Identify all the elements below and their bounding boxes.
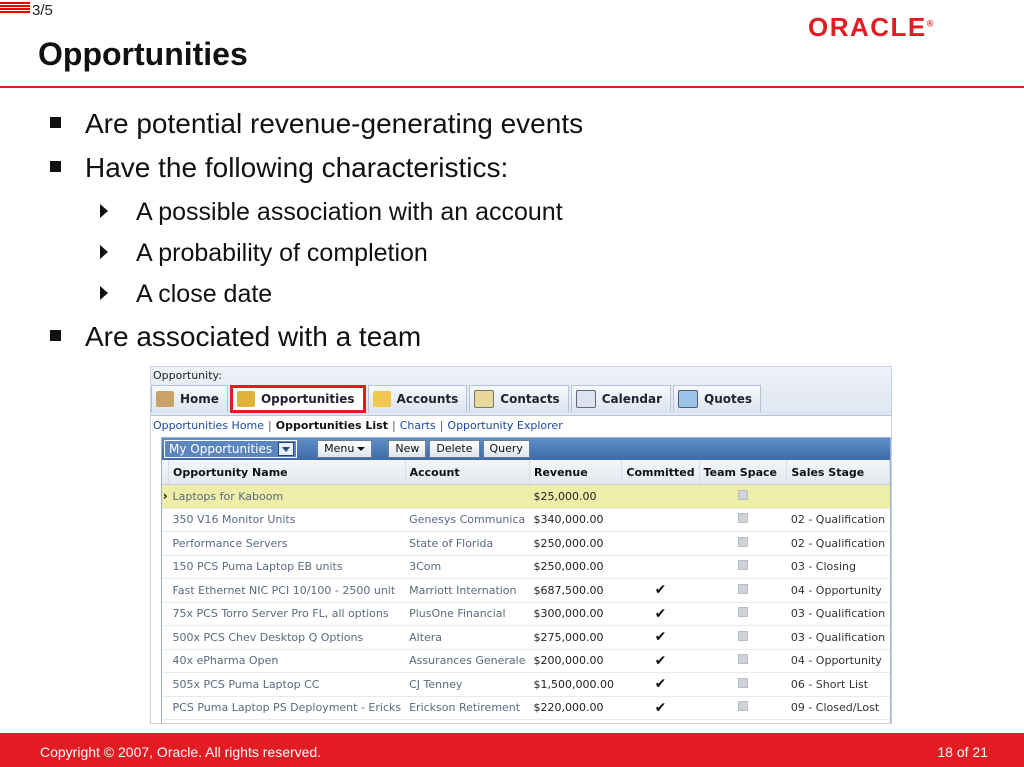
cell-opportunity-name: 350 V16 Monitor Units bbox=[169, 508, 406, 532]
cell-revenue: $220,000.00 bbox=[529, 696, 621, 720]
quote-icon bbox=[678, 390, 698, 408]
committed-check-icon bbox=[622, 508, 699, 532]
cell-account bbox=[405, 485, 529, 509]
cell-revenue: $300,000.00 bbox=[529, 602, 621, 626]
link-opportunity-explorer[interactable]: Opportunity Explorer bbox=[447, 419, 563, 432]
cell-account: Erickson Retirement bbox=[405, 696, 529, 720]
cell-opportunity-name: Laptops for Kaboom bbox=[169, 485, 406, 509]
oracle-logo: ORACLE® bbox=[808, 12, 935, 42]
list-toolbar bbox=[162, 438, 890, 460]
sub-navigation: Opportunities Home | Opportunities List | Charts | Opportunity Explorer bbox=[153, 419, 563, 432]
team-space-checkbox[interactable] bbox=[699, 532, 787, 556]
cell-account: 3Com bbox=[405, 555, 529, 579]
table-row[interactable] bbox=[162, 579, 890, 603]
column-header-name[interactable]: Opportunity Name bbox=[169, 460, 406, 485]
column-header-committed[interactable]: Committed bbox=[622, 460, 699, 485]
delete-button[interactable]: Delete bbox=[429, 440, 479, 458]
calendar-icon bbox=[576, 390, 596, 408]
team-space-checkbox[interactable] bbox=[699, 508, 787, 532]
link-charts[interactable]: Charts bbox=[399, 419, 436, 432]
committed-check-icon: ✔ bbox=[622, 626, 699, 650]
team-space-checkbox[interactable] bbox=[699, 579, 787, 603]
contact-card-icon bbox=[474, 390, 494, 408]
cell-revenue: $687,500.00 bbox=[529, 579, 621, 603]
sub-bullet-item: A possible association with an account bbox=[100, 198, 563, 227]
team-space-checkbox[interactable] bbox=[699, 696, 787, 720]
folder-icon bbox=[373, 391, 391, 407]
cell-account: CJ Tenney bbox=[405, 673, 529, 697]
cell-sales-stage bbox=[787, 485, 890, 509]
square-bullet-icon bbox=[50, 161, 61, 172]
cell-account: State of Florida bbox=[405, 532, 529, 556]
row-pointer-icon: › bbox=[162, 485, 169, 509]
slide-counter: 3/5 bbox=[32, 2, 53, 19]
cell-sales-stage: 06 - Short List bbox=[787, 673, 890, 697]
cell-revenue: $250,000.00 bbox=[529, 555, 621, 579]
cell-account: PlusOne Financial bbox=[405, 602, 529, 626]
cell-sales-stage: 04 - Opportunity bbox=[787, 579, 890, 603]
cell-opportunity-name: 500x PCS Chev Desktop Q Options bbox=[169, 626, 406, 650]
team-space-checkbox[interactable] bbox=[699, 626, 787, 650]
cell-sales-stage: 09 - Closed/Lost bbox=[787, 696, 890, 720]
column-header-sales-stage[interactable]: Sales Stage bbox=[787, 460, 890, 485]
header-stripes bbox=[0, 2, 30, 16]
cell-opportunity-name: Fast Ethernet NIC PCI 10/100 - 2500 unit bbox=[169, 579, 406, 603]
cell-account: Genesys Communica bbox=[405, 508, 529, 532]
cell-opportunity-name: PCS Puma Laptop PS Deployment - Ericks bbox=[169, 696, 406, 720]
table-row[interactable] bbox=[162, 532, 890, 556]
triangle-bullet-icon bbox=[100, 245, 108, 259]
opportunity-list-panel bbox=[161, 437, 891, 724]
opportunities-table bbox=[162, 460, 890, 720]
query-button[interactable]: Query bbox=[483, 440, 530, 458]
tab-accounts[interactable]: Accounts bbox=[368, 385, 468, 412]
table-row[interactable] bbox=[162, 485, 890, 509]
square-bullet-icon bbox=[50, 330, 61, 341]
team-space-checkbox[interactable] bbox=[699, 602, 787, 626]
committed-check-icon bbox=[622, 532, 699, 556]
cell-account: Altera bbox=[405, 626, 529, 650]
slide-title: Opportunities bbox=[38, 36, 248, 72]
square-bullet-icon bbox=[50, 117, 61, 128]
table-row[interactable] bbox=[162, 696, 890, 720]
tab-quotes[interactable]: Quotes bbox=[673, 385, 761, 412]
cell-sales-stage: 03 - Qualification bbox=[787, 626, 890, 650]
committed-check-icon: ✔ bbox=[622, 673, 699, 697]
tab-bar bbox=[151, 385, 763, 413]
cell-revenue: $200,000.00 bbox=[529, 649, 621, 673]
tab-opportunities[interactable]: Opportunities bbox=[230, 385, 366, 413]
table-row[interactable] bbox=[162, 602, 890, 626]
committed-check-icon bbox=[622, 485, 699, 509]
link-opportunities-home[interactable]: Opportunities Home bbox=[153, 419, 265, 432]
title-divider bbox=[0, 86, 1024, 88]
table-row[interactable] bbox=[162, 626, 890, 650]
triangle-bullet-icon bbox=[100, 204, 108, 218]
cell-opportunity-name: Performance Servers bbox=[169, 532, 406, 556]
cell-revenue: $250,000.00 bbox=[529, 532, 621, 556]
bullet-item: Have the following characteristics: bbox=[50, 152, 508, 184]
committed-check-icon: ✔ bbox=[622, 602, 699, 626]
cell-revenue: $25,000.00 bbox=[529, 485, 621, 509]
sub-bullet-item: A close date bbox=[100, 280, 272, 309]
cell-opportunity-name: 40x ePharma Open bbox=[169, 649, 406, 673]
link-opportunities-list[interactable]: Opportunities List bbox=[275, 419, 388, 432]
team-space-checkbox[interactable] bbox=[699, 485, 787, 509]
app-label: Opportunity: bbox=[153, 369, 222, 382]
page-number: 18 of 21 bbox=[937, 744, 988, 760]
committed-check-icon: ✔ bbox=[622, 649, 699, 673]
cell-account: Marriott Internation bbox=[405, 579, 529, 603]
coins-icon bbox=[237, 391, 255, 407]
column-header-team-space[interactable]: Team Space bbox=[699, 460, 787, 485]
table-header-row bbox=[162, 460, 890, 485]
team-space-checkbox[interactable] bbox=[699, 555, 787, 579]
cell-revenue: $340,000.00 bbox=[529, 508, 621, 532]
column-header-account[interactable]: Account bbox=[405, 460, 529, 485]
cell-opportunity-name: 150 PCS Puma Laptop EB units bbox=[169, 555, 406, 579]
committed-check-icon: ✔ bbox=[622, 579, 699, 603]
cell-revenue: $275,000.00 bbox=[529, 626, 621, 650]
team-space-checkbox[interactable] bbox=[699, 673, 787, 697]
cell-sales-stage: 02 - Qualification bbox=[787, 508, 890, 532]
table-row[interactable] bbox=[162, 649, 890, 673]
view-selector[interactable]: My Opportunities bbox=[164, 440, 297, 458]
sub-bullet-item: A probability of completion bbox=[100, 239, 428, 268]
cell-sales-stage: 02 - Qualification bbox=[787, 532, 890, 556]
new-button[interactable]: New bbox=[388, 440, 426, 458]
app-screenshot bbox=[150, 366, 892, 724]
slide-footer bbox=[0, 733, 1024, 767]
table-row[interactable] bbox=[162, 555, 890, 579]
tab-home[interactable]: Home bbox=[151, 385, 228, 412]
cell-account: Assurances Generale bbox=[405, 649, 529, 673]
copyright-text: Copyright © 2007, Oracle. All rights reserved. bbox=[40, 744, 322, 760]
committed-check-icon: ✔ bbox=[622, 696, 699, 720]
cell-opportunity-name: 75x PCS Torro Server Pro FL, all options bbox=[169, 602, 406, 626]
app-header bbox=[151, 367, 891, 416]
triangle-bullet-icon bbox=[100, 286, 108, 300]
team-space-checkbox[interactable] bbox=[699, 649, 787, 673]
table-row[interactable] bbox=[162, 673, 890, 697]
caret-down-icon bbox=[357, 447, 365, 451]
cell-opportunity-name: 505x PCS Puma Laptop CC bbox=[169, 673, 406, 697]
table-row[interactable] bbox=[162, 508, 890, 532]
cell-sales-stage: 03 - Closing bbox=[787, 555, 890, 579]
cell-sales-stage: 03 - Qualification bbox=[787, 602, 890, 626]
committed-check-icon bbox=[622, 555, 699, 579]
cell-sales-stage: 04 - Opportunity bbox=[787, 649, 890, 673]
bullet-item: Are associated with a team bbox=[50, 321, 421, 353]
column-header-revenue[interactable]: Revenue bbox=[529, 460, 621, 485]
home-icon bbox=[156, 391, 174, 407]
dropdown-arrow-icon[interactable] bbox=[278, 442, 294, 456]
bullet-item: Are potential revenue-generating events bbox=[50, 108, 583, 140]
tab-calendar[interactable]: Calendar bbox=[571, 385, 671, 412]
cell-revenue: $1,500,000.00 bbox=[529, 673, 621, 697]
menu-button[interactable]: Menu bbox=[317, 440, 372, 458]
tab-contacts[interactable]: Contacts bbox=[469, 385, 568, 412]
